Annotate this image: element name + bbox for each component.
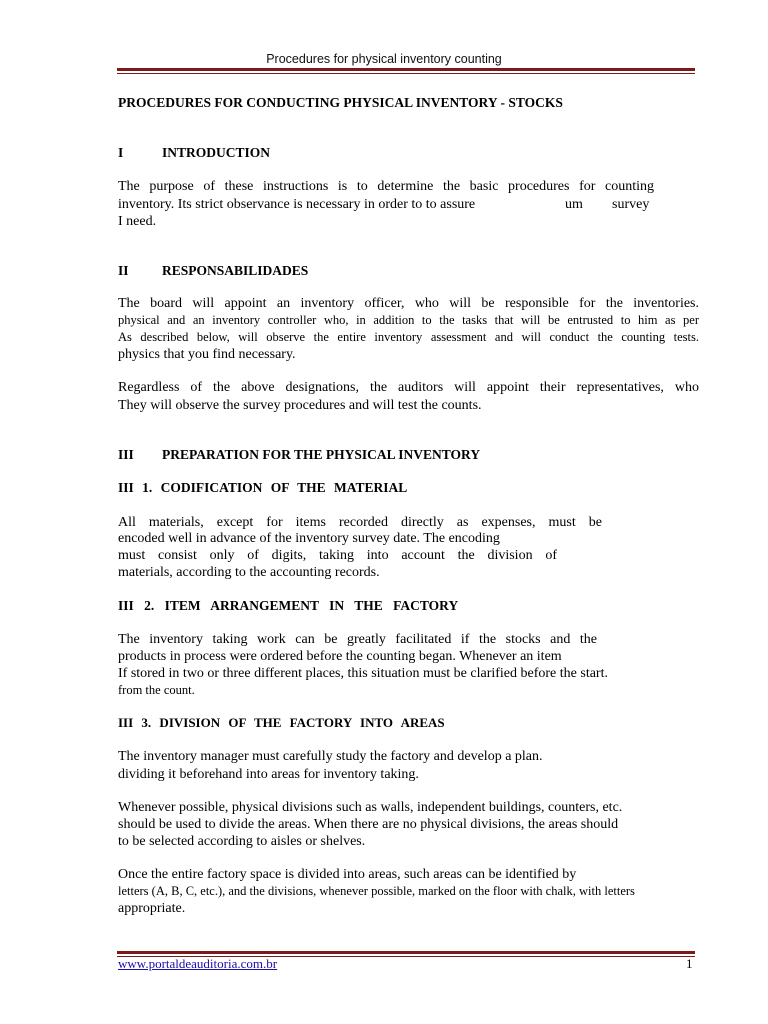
paragraph-line: physics that you find necessary. bbox=[118, 347, 296, 362]
paragraph-line: encoded well in advance of the inventory survey date. The encoding bbox=[118, 531, 500, 546]
paragraph-line: I need. bbox=[118, 214, 157, 229]
section-number: II bbox=[118, 263, 129, 278]
page-number: 1 bbox=[686, 956, 693, 971]
subsection-heading-division: III 3. DIVISION OF THE FACTORY INTO AREAS bbox=[118, 715, 445, 730]
paragraph-line: The board will appoint an inventory officer, who will be responsible for the inventories. bbox=[118, 296, 699, 311]
paragraph-line: dividing it beforehand into areas for inventory taking. bbox=[118, 767, 419, 782]
paragraph-line: appropriate. bbox=[118, 901, 186, 916]
section-heading-preparation bbox=[118, 446, 480, 463]
section-title: INTRODUCTION bbox=[162, 145, 271, 160]
section-heading-introduction bbox=[118, 144, 270, 161]
subsection-heading-arrangement: III 2. ITEM ARRANGEMENT IN THE FACTORY bbox=[118, 598, 459, 613]
section-title: RESPONSABILIDADES bbox=[162, 263, 309, 278]
paragraph-line: products in process were ordered before the counting began. Whenever an item bbox=[118, 649, 562, 664]
footer-rule-thick bbox=[117, 951, 695, 954]
paragraph-word: um bbox=[565, 197, 583, 212]
paragraph-line: The purpose of these instructions is to determine the basic procedures for counting bbox=[118, 179, 654, 194]
paragraph-line: inventory. Its strict observance is necessary in order to to assure bbox=[118, 197, 476, 212]
paragraph-word: survey bbox=[612, 197, 650, 212]
paragraph-line: letters (A, B, C, etc.), and the divisions, whenever possible, marked on the floor with chalk, with letters bbox=[118, 884, 635, 898]
paragraph-line: They will observe the survey procedures and will test the counts. bbox=[118, 398, 482, 413]
footer-website-link[interactable]: www.portaldeauditoria.com.br bbox=[118, 956, 278, 971]
section-title: PREPARATION FOR THE PHYSICAL INVENTORY bbox=[162, 447, 481, 462]
paragraph-line: materials, according to the accounting records. bbox=[118, 565, 380, 580]
paragraph-line: The inventory taking work can be greatly facilitated if the stocks and the bbox=[118, 632, 597, 647]
paragraph-line: Once the entire factory space is divided into areas, such areas can be identified by bbox=[118, 867, 577, 882]
paragraph-line: to be selected according to aisles or shelves. bbox=[118, 834, 366, 849]
subsection-heading-codification: III 1. CODIFICATION OF THE MATERIAL bbox=[118, 480, 408, 495]
section-number: I bbox=[118, 145, 124, 160]
paragraph-line: As described below, will observe the entire inventory assessment and will conduct the counting tests. bbox=[118, 330, 699, 344]
paragraph-line: from the count. bbox=[118, 683, 195, 697]
paragraph-line: Whenever possible, physical divisions such as walls, independent buildings, counters, etc. bbox=[118, 800, 623, 815]
paragraph-line: All materials, except for items recorded directly as expenses, must be bbox=[118, 515, 602, 530]
document-title: PROCEDURES FOR CONDUCTING PHYSICAL INVENTORY - STOCKS bbox=[118, 95, 563, 110]
section-number: III bbox=[118, 447, 134, 462]
paragraph-line: Regardless of the above designations, the auditors will appoint their representatives, who bbox=[118, 380, 699, 395]
paragraph-line: If stored in two or three different places, this situation must be clarified before the start. bbox=[118, 666, 608, 681]
paragraph-line: The inventory manager must carefully study the factory and develop a plan. bbox=[118, 749, 543, 764]
header-rule-thin bbox=[117, 73, 695, 74]
running-header: Procedures for physical inventory counting bbox=[266, 52, 502, 66]
paragraph-line: must consist only of digits, taking into account the division of bbox=[118, 548, 557, 563]
header-rule-thick bbox=[117, 68, 695, 71]
section-heading-responsabilidades bbox=[118, 262, 308, 279]
paragraph-line: should be used to divide the areas. When there are no physical divisions, the areas should bbox=[118, 817, 619, 832]
paragraph-line: physical and an inventory controller who, in addition to the tasks that will be entrusted to him as per bbox=[118, 313, 699, 327]
